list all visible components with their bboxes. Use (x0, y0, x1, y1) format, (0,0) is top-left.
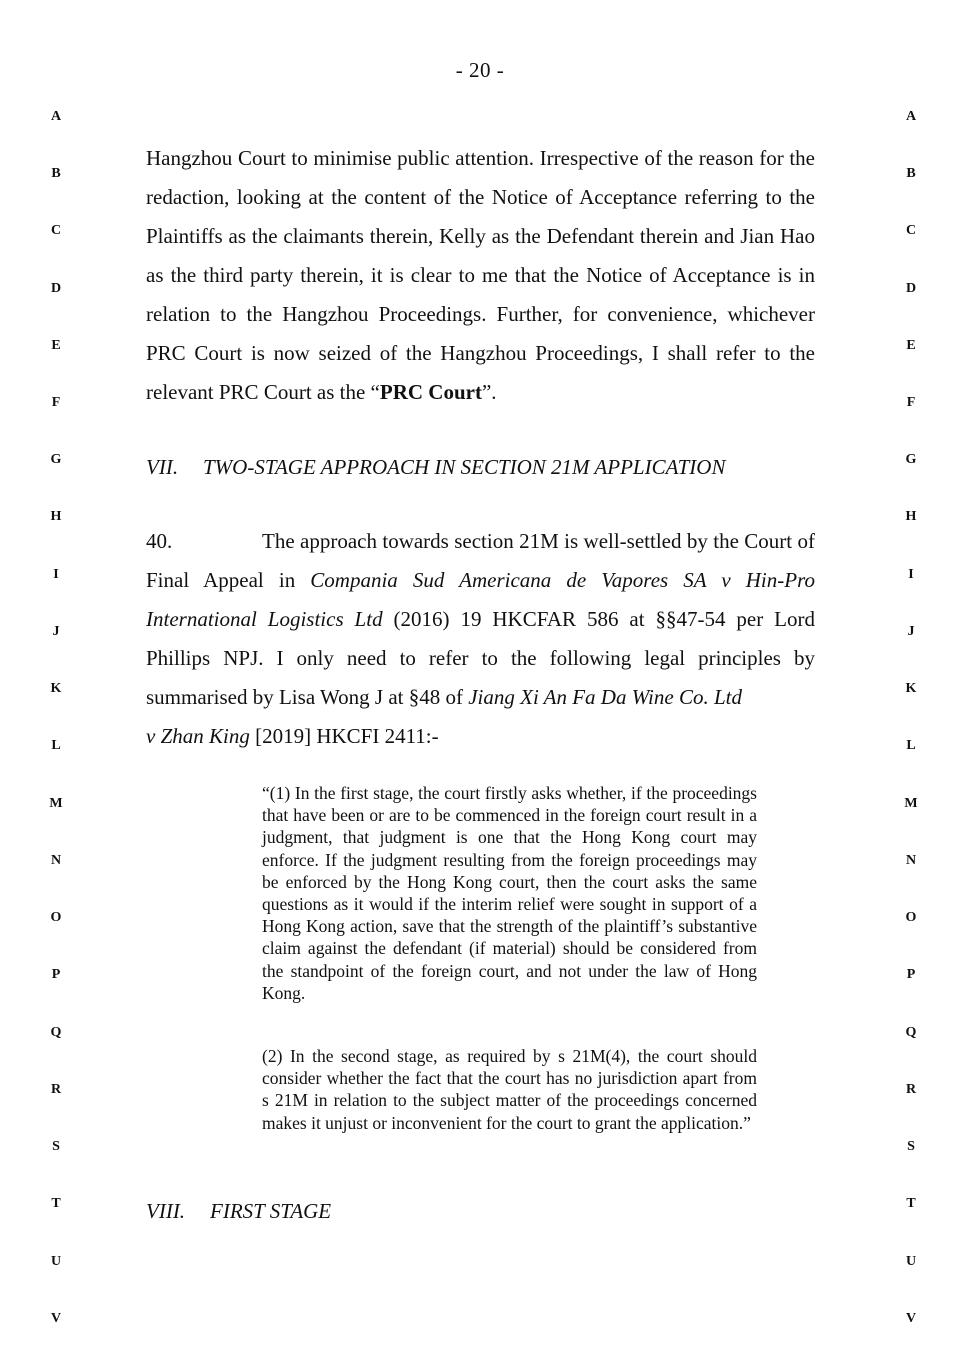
margin-letter-n: N (905, 853, 917, 868)
margin-letter-l: L (51, 738, 61, 753)
margin-letter-d: D (50, 281, 62, 296)
paragraph-text: [2019] HKCFI 2411:- (249, 724, 439, 748)
section-heading-viii (146, 1197, 331, 1225)
margin-letter-a: A (905, 109, 917, 124)
paragraph-text: The approach towards section 21M is well-settled by the Court of Final Appeal in (146, 529, 815, 592)
section-title: TWO-STAGE APPROACH IN SECTION 21M APPLICATION (203, 455, 726, 479)
margin-letter-f: F (906, 395, 916, 410)
section-number: VIII. (146, 1199, 186, 1223)
margin-letter-p: P (51, 967, 61, 982)
quote-text: “(1) In the first stage, the court firstly asks whether, if the proceedings that have been or are to be commenced in the foreign court result in a judgment, that judgment is one that the Hong Kong court may enforce. If the judgment resulting from the foreign proceedings may be enforced by the Hong Kong court, then the court asks the same questions as it would if the interim relief were sought in support of a Hong Kong action, save that the strength of the plaintiff’s substantive claim against the defendant (if material) should be considered from the standpoint of the foreign court, and not under the law of Hong Kong. (262, 783, 757, 1003)
margin-letter-k: K (50, 681, 62, 696)
case-citation: Compania Sud Americana de Vapores SA v Hin-Pro International Logistics Ltd (146, 568, 815, 631)
margin-letter-k: K (905, 681, 917, 696)
margin-letter-g: G (50, 452, 62, 467)
margin-letter-l: L (906, 738, 916, 753)
margin-letter-a: A (50, 109, 62, 124)
margin-letter-t: T (51, 1196, 61, 1211)
margin-letter-r: R (905, 1082, 917, 1097)
margin-letter-t: T (906, 1196, 916, 1211)
margin-letter-c: C (905, 223, 917, 238)
margin-letter-s: S (52, 1139, 60, 1154)
margin-letter-f: F (51, 395, 61, 410)
margin-letter-c: C (50, 223, 62, 238)
paragraph-continued (146, 139, 815, 412)
margin-letter-v: V (50, 1311, 62, 1326)
margin-letter-m: M (49, 796, 63, 811)
case-citation: Jiang Xi An Fa Da Wine Co. Ltd (468, 685, 742, 709)
margin-letter-s: S (907, 1139, 915, 1154)
section-heading-vii (146, 453, 725, 481)
margin-letter-h: H (905, 509, 917, 524)
paragraph-tail (146, 717, 815, 756)
margin-letter-r: R (50, 1082, 62, 1097)
quote-stage-1 (262, 782, 757, 1004)
section-number: VII. (146, 455, 179, 479)
paragraph-40 (146, 522, 815, 756)
margin-letter-e: E (51, 338, 61, 353)
margin-letter-j: J (52, 624, 60, 639)
margin-letter-m: M (904, 796, 918, 811)
page-number: - 20 - (455, 58, 505, 82)
right-margin-letters (896, 0, 926, 1358)
margin-letter-i: I (908, 567, 914, 582)
quote-text: (2) In the second stage, as required by s 21M(4), the court should consider whether the fact that the court has no jurisdiction apart from s 21M in relation to the subject matter of the proceedings concerned makes it unjust or inconvenient for the court to grant the application.” (262, 1046, 757, 1133)
paragraph-text: (2016) 19 HKCFAR 586 at §§47-54 per Lord Phillips NPJ. I only need to refer to the following legal principles by summarised by Lisa Wong J at §48 of (146, 607, 816, 709)
left-margin-letters (41, 0, 71, 1358)
margin-letter-o: O (50, 910, 62, 925)
margin-letter-u: U (905, 1254, 917, 1269)
margin-letter-d: D (905, 281, 917, 296)
margin-letter-o: O (905, 910, 917, 925)
paragraph-number: 40. (146, 529, 173, 553)
defined-term: PRC Court (379, 380, 482, 404)
margin-letter-i: I (53, 567, 59, 582)
margin-letter-e: E (906, 338, 916, 353)
paragraph-text-end: ”. (481, 380, 497, 404)
section-title: FIRST STAGE (210, 1199, 332, 1223)
margin-letter-b: B (51, 166, 61, 181)
margin-letter-b: B (906, 166, 916, 181)
case-citation: v Zhan King (146, 724, 250, 748)
margin-letter-j: J (907, 624, 915, 639)
margin-letter-h: H (50, 509, 62, 524)
margin-letter-q: Q (50, 1025, 62, 1040)
margin-letter-n: N (50, 853, 62, 868)
paragraph-text: Hangzhou Court to minimise public attention. Irrespective of the reason for the redaction, looking at the content of the Notice of Acceptance referring to the Plaintiffs as the claimants therein, Kelly as the Defendant therein and Jian Hao as the third party therein, it is clear to me that the Notice of Acceptance is in relation to the Hangzhou Proceedings. Further, for convenience, whichever PRC Court is now seized of the Hangzhou Proceedings, I shall refer to the relevant PRC Court as the “ (146, 146, 815, 404)
margin-letter-v: V (905, 1311, 917, 1326)
margin-letter-p: P (906, 967, 916, 982)
quote-stage-2 (262, 1045, 757, 1134)
margin-letter-u: U (50, 1254, 62, 1269)
margin-letter-q: Q (905, 1025, 917, 1040)
margin-letter-g: G (905, 452, 917, 467)
